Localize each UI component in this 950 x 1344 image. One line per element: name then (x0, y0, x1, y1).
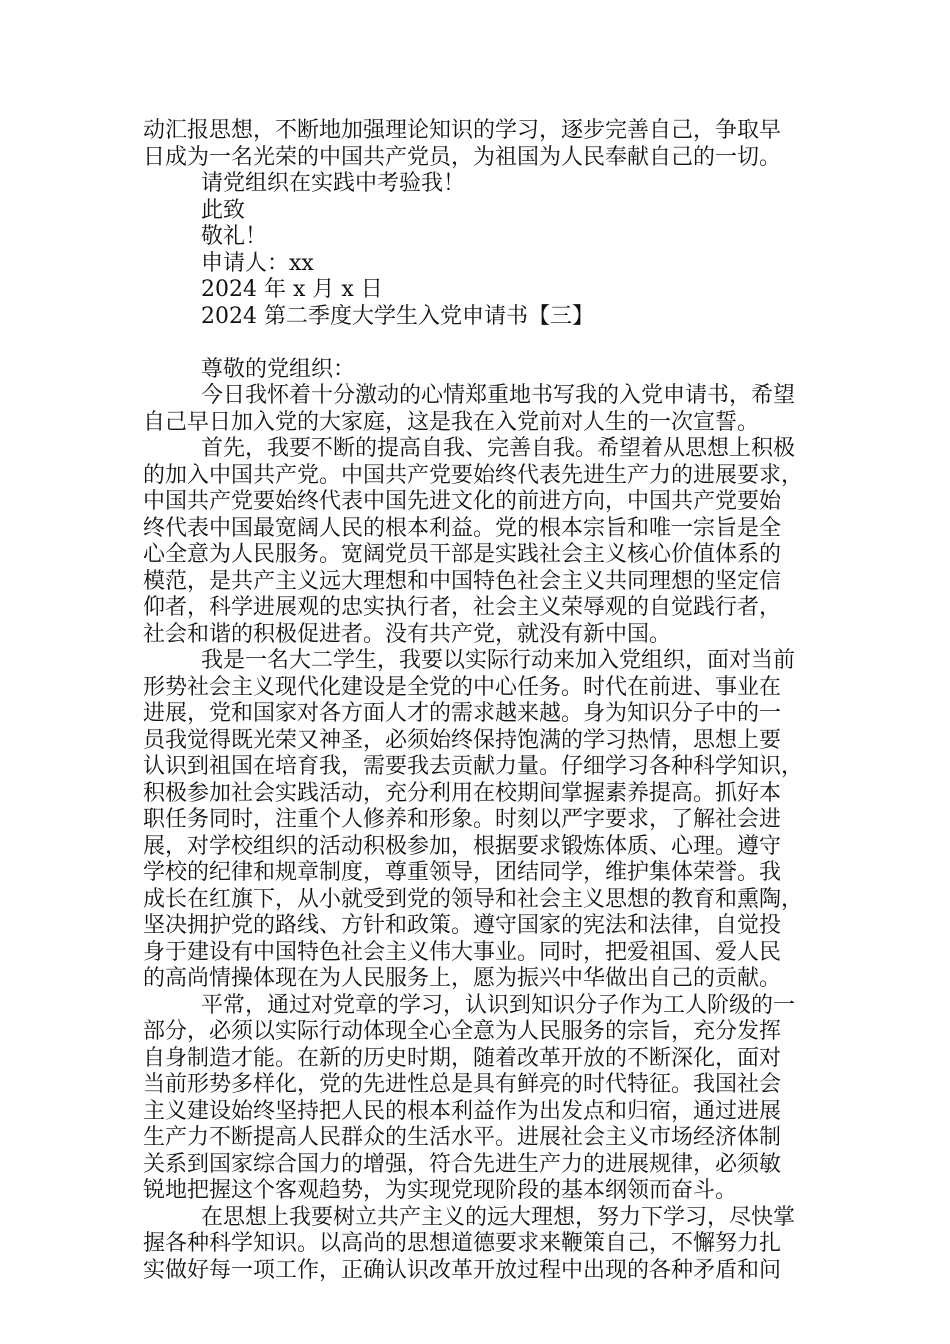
text-line: 身于建设有中国特色社会主义伟大事业。同时，把爱祖国、爱人民 (143, 939, 782, 965)
text-line: 形势社会主义现代化建设是全党的中心任务。时代在前进、事业在 (143, 674, 782, 700)
text-line: 职任务同时，注重个人修养和形象。时刻以严字要求，了解社会进 (143, 807, 782, 832)
text-line: 主义建设始终坚持把人民的根本利益作为出发点和归宿，通过进展 (143, 1098, 782, 1124)
text-line: 生产力不断提高人民群众的生活水平。进展社会主义市场经济体制 (143, 1125, 782, 1150)
text-line: 锐地把握这个客观趋势，为实现党现阶段的基本纲领而奋斗。 (143, 1178, 738, 1203)
text-line: 关系到国家综合国力的增强，符合先进生产力的进展规律，必须敏 (143, 1151, 782, 1177)
text-line: 握各种科学知识。以高尚的思想道德要求来鞭策自己，不懈努力扎 (143, 1231, 782, 1256)
text-line: 仰者，科学进展观的忠实执行者，社会主义荣辱观的自觉践行者， (143, 595, 782, 620)
text-line: 此致 (201, 197, 246, 223)
text-line: 中国共产党要始终代表中国先进文化的前进方向，中国共产党要始 (143, 489, 782, 514)
text-line: 认识到祖国在培育我，需要我去贡献力量。仔细学习各种科学知识， (143, 754, 804, 779)
text-line: 的高尚情操体现在为人民服务上，愿为振兴中华做出自己的贡献。 (143, 966, 782, 991)
text-line: 我是一名大二学生，我要以实际行动来加入党组织，面对当前 (201, 648, 796, 673)
text-line: 首先，我要不断的提高自我、完善自我。希望着从思想上积极 (201, 436, 796, 461)
text-line: 动汇报思想，不断地加强理论知识的学习，逐步完善自己，争取早 (143, 118, 782, 143)
text-line: 员我觉得既光荣又神圣，必须始终保持饱满的学习热情，思想上要 (143, 727, 782, 753)
document-body (143, 118, 807, 1284)
blank-line (143, 330, 807, 357)
text-line: 尊敬的党组织： (201, 356, 356, 382)
text-line: 平常，通过对党章的学习，认识到知识分子作为工人阶级的一 (201, 992, 796, 1018)
text-line: 请党组织在实践中考验我！ (201, 171, 466, 196)
text-line: 坚决拥护党的路线、方针和政策。遵守国家的宪法和法律，自觉投 (143, 913, 782, 938)
text-line: 敬礼！ (201, 224, 268, 249)
text-line: 申请人：xx (201, 250, 314, 276)
text-line: 的加入中国共产党。中国共产党要始终代表先进生产力的进展要求， (143, 462, 804, 488)
text-line: 部分，必须以实际行动体现全心全意为人民服务的宗旨，充分发挥 (143, 1019, 782, 1044)
text-line: 展，对学校组织的活动积极参加，根据要求锻炼体质、心理。遵守 (143, 833, 782, 859)
text-line: 日成为一名光荣的中国共产党员，为祖国为人民奉献自己的一切。 (143, 144, 782, 170)
text-line: 模范，是共产主义远大理想和中国特色社会主义共同理想的坚定信 (143, 568, 782, 594)
text-line: 社会和谐的积极促进者。没有共产党，就没有新中国。 (143, 621, 672, 647)
text-line: 2024 年 x 月 x 日 (201, 277, 383, 302)
text-line: 在思想上我要树立共产主义的远大理想，努力下学习，尽快掌 (201, 1204, 796, 1230)
text-line: 今日我怀着十分激动的心情郑重地书写我的入党申请书，希望 (201, 383, 796, 408)
text-line: 积极参加社会实践活动，充分利用在校期间掌握素养提高。抓好本 (143, 780, 782, 806)
text-line: 实做好每一项工作，正确认识改革开放过程中出现的各种矛盾和问 (143, 1257, 782, 1283)
text-line: 当前形势多样化，党的先进性总是具有鲜亮的时代特征。我国社会 (143, 1072, 782, 1097)
text-line: 2024 第二季度大学生入党申请书【三】 (201, 303, 594, 329)
text-line: 学校的纪律和规章制度，尊重领导，团结同学，维护集体荣誉。我 (143, 860, 782, 885)
text-line: 终代表中国最宽阔人民的根本利益。党的根本宗旨和唯一宗旨是全 (143, 515, 782, 541)
text-line: 自身制造才能。在新的历史时期，随着改革开放的不断深化，面对 (143, 1045, 782, 1071)
text-line: 成长在红旗下，从小就受到党的领导和社会主义思想的教育和熏陶， (143, 886, 804, 912)
text-line: 进展，党和国家对各方面人才的需求越来越。身为知识分子中的一 (143, 701, 782, 726)
text-line: 心全意为人民服务。宽阔党员干部是实践社会主义核心价值体系的 (143, 542, 782, 567)
text-line: 自己早日加入党的大家庭，这是我在入党前对人生的一次宣誓。 (143, 409, 760, 435)
